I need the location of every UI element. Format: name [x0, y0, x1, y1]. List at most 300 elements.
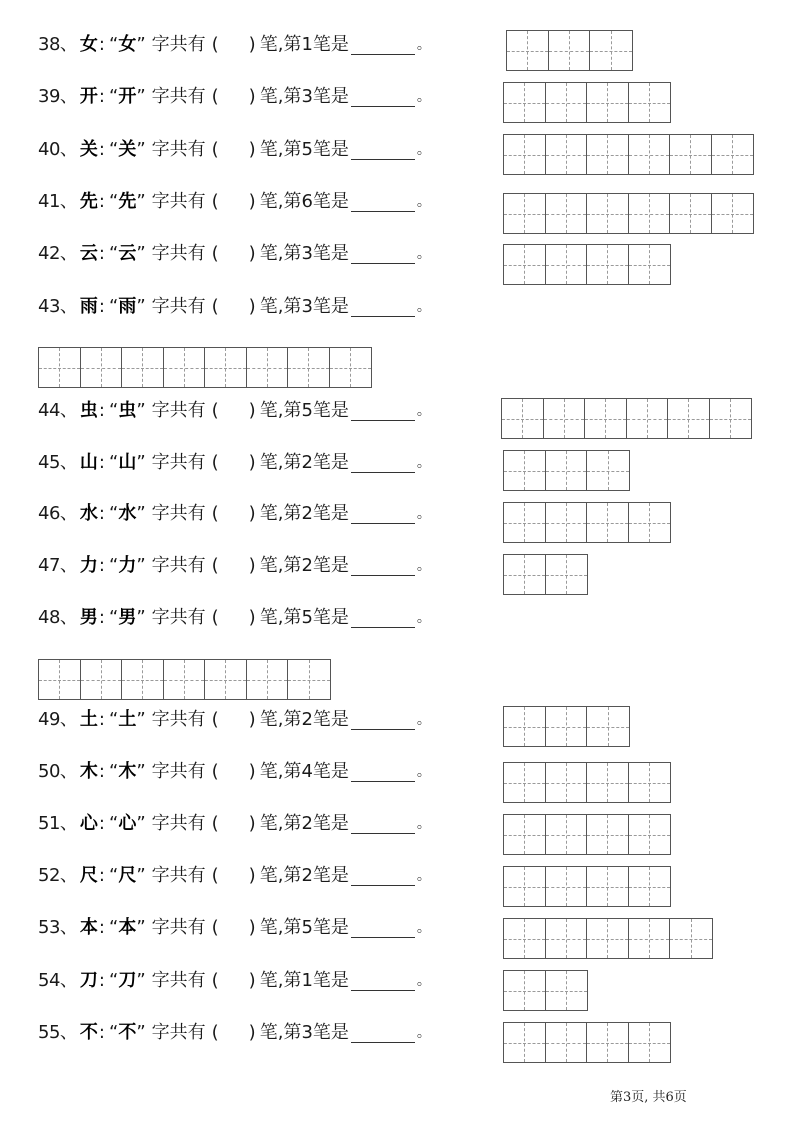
- separator: 、: [59, 452, 78, 473]
- stroke-name-answer-blank[interactable]: [351, 557, 415, 576]
- writing-cell[interactable]: [546, 763, 588, 802]
- total-strokes-label: 字共有: [151, 34, 206, 55]
- writing-cell[interactable]: [504, 867, 546, 906]
- writing-cell[interactable]: [587, 503, 629, 542]
- question-number: 45: [38, 452, 60, 473]
- separator: 、: [59, 555, 78, 576]
- quote-open: “: [108, 296, 119, 317]
- nth-prefix: 第: [283, 139, 302, 160]
- stroke-index: 5: [301, 607, 313, 628]
- writing-cell[interactable]: [587, 919, 629, 958]
- separator: 、: [59, 400, 78, 421]
- writing-cell[interactable]: [670, 194, 712, 233]
- question-row: [38, 189, 431, 215]
- stroke-name-answer-blank[interactable]: [351, 815, 415, 834]
- writing-cell[interactable]: [546, 1023, 588, 1062]
- period: 。: [416, 142, 431, 158]
- target-character: 力: [79, 555, 98, 576]
- period: 。: [416, 868, 431, 884]
- quote-open: “: [108, 761, 119, 782]
- writing-cell[interactable]: [587, 763, 629, 802]
- nth-prefix: 第: [283, 970, 302, 991]
- stroke-index: 3: [301, 86, 313, 107]
- paren-close: ): [248, 970, 256, 991]
- nth-prefix: 第: [283, 34, 302, 55]
- paren-open: (: [211, 34, 219, 55]
- period: 。: [416, 246, 431, 262]
- nth-prefix: 第: [283, 813, 302, 834]
- separator: 、: [59, 1022, 78, 1043]
- stroke-unit: 笔,: [259, 555, 284, 576]
- quote-close: ”: [136, 191, 146, 212]
- question-row: [38, 32, 431, 58]
- stroke-name-answer-blank[interactable]: [351, 454, 415, 473]
- period: 。: [416, 712, 431, 728]
- quote-close: ”: [136, 917, 146, 938]
- question-row: [38, 398, 431, 424]
- nth-suffix: 笔是: [312, 555, 349, 576]
- paren-close: ): [248, 34, 256, 55]
- period: 。: [416, 506, 431, 522]
- tianzige-writing-grid: [506, 30, 633, 71]
- nth-suffix: 笔是: [312, 139, 349, 160]
- writing-cell[interactable]: [668, 399, 710, 438]
- quote-open: “: [108, 917, 119, 938]
- separator: 、: [59, 191, 78, 212]
- colon: :: [98, 191, 105, 212]
- quote-close: ”: [136, 452, 146, 473]
- writing-cell[interactable]: [546, 555, 588, 594]
- quote-close: ”: [136, 555, 146, 576]
- question-row: [38, 707, 431, 733]
- total-strokes-label: 字共有: [151, 400, 206, 421]
- stroke-unit: 笔,: [259, 503, 284, 524]
- writing-cell[interactable]: [122, 348, 164, 387]
- colon: :: [98, 34, 105, 55]
- writing-cell[interactable]: [710, 399, 752, 438]
- stroke-name-answer-blank[interactable]: [351, 141, 415, 160]
- quote-close: ”: [136, 607, 146, 628]
- stroke-unit: 笔,: [259, 452, 284, 473]
- total-strokes-label: 字共有: [151, 813, 206, 834]
- paren-open: (: [211, 243, 219, 264]
- writing-cell[interactable]: [164, 660, 206, 699]
- writing-cell[interactable]: [629, 245, 671, 284]
- nth-suffix: 笔是: [312, 761, 349, 782]
- separator: 、: [59, 86, 78, 107]
- question-number: 47: [38, 555, 60, 576]
- paren-close: ): [248, 452, 256, 473]
- colon: :: [98, 243, 105, 264]
- stroke-index: 1: [301, 34, 313, 55]
- quoted-character: 土: [118, 709, 137, 730]
- total-strokes-label: 字共有: [151, 452, 206, 473]
- stroke-unit: 笔,: [259, 191, 284, 212]
- writing-cell[interactable]: [504, 451, 546, 490]
- separator: 、: [59, 865, 78, 886]
- question-number: 55: [38, 1022, 60, 1043]
- tianzige-writing-grid: [503, 1022, 671, 1063]
- question-number: 46: [38, 503, 60, 524]
- quote-open: “: [108, 607, 119, 628]
- stroke-name-answer-blank[interactable]: [351, 36, 415, 55]
- quoted-character: 山: [118, 452, 137, 473]
- writing-cell[interactable]: [544, 399, 586, 438]
- quote-close: ”: [136, 813, 146, 834]
- total-strokes-label: 字共有: [151, 865, 206, 886]
- writing-cell[interactable]: [504, 763, 546, 802]
- quoted-character: 雨: [118, 296, 137, 317]
- question-row: [38, 759, 431, 785]
- question-number: 48: [38, 607, 60, 628]
- stroke-unit: 笔,: [259, 607, 284, 628]
- paren-close: ): [248, 709, 256, 730]
- question-row: [38, 501, 431, 527]
- colon: :: [98, 503, 105, 524]
- tianzige-writing-grid: [503, 82, 671, 123]
- nth-prefix: 第: [283, 917, 302, 938]
- writing-cell[interactable]: [587, 245, 629, 284]
- question-number: 43: [38, 296, 60, 317]
- paren-close: ): [248, 813, 256, 834]
- quoted-character: 云: [118, 243, 137, 264]
- period: 。: [416, 299, 431, 315]
- stroke-index: 3: [301, 296, 313, 317]
- writing-cell[interactable]: [546, 707, 588, 746]
- quote-open: “: [108, 813, 119, 834]
- tianzige-writing-grid: [503, 918, 713, 959]
- writing-cell[interactable]: [629, 919, 671, 958]
- tianzige-writing-grid: [503, 502, 671, 543]
- writing-cell[interactable]: [629, 1023, 671, 1062]
- target-character: 本: [79, 917, 98, 938]
- paren-open: (: [211, 400, 219, 421]
- question-number: 50: [38, 761, 60, 782]
- writing-cell[interactable]: [164, 348, 206, 387]
- stroke-name-answer-blank[interactable]: [351, 193, 415, 212]
- quote-open: “: [108, 503, 119, 524]
- nth-prefix: 第: [283, 243, 302, 264]
- quote-open: “: [108, 970, 119, 991]
- question-number: 51: [38, 813, 60, 834]
- writing-cell[interactable]: [546, 245, 588, 284]
- nth-suffix: 笔是: [312, 813, 349, 834]
- target-character: 男: [79, 607, 98, 628]
- question-row: [38, 137, 431, 163]
- total-strokes-label: 字共有: [151, 970, 206, 991]
- writing-cell[interactable]: [587, 815, 629, 854]
- tianzige-writing-grid: [38, 347, 372, 388]
- writing-cell[interactable]: [546, 83, 588, 122]
- stroke-name-answer-blank[interactable]: [351, 505, 415, 524]
- writing-cell[interactable]: [587, 194, 629, 233]
- stroke-index: 5: [301, 400, 313, 421]
- nth-prefix: 第: [283, 1022, 302, 1043]
- question-row: [38, 863, 431, 889]
- stroke-index: 2: [301, 865, 313, 886]
- writing-cell[interactable]: [587, 707, 629, 746]
- question-number: 38: [38, 34, 60, 55]
- writing-cell[interactable]: [504, 1023, 546, 1062]
- question-number: 39: [38, 86, 60, 107]
- writing-cell[interactable]: [504, 919, 546, 958]
- question-number: 52: [38, 865, 60, 886]
- quote-close: ”: [136, 86, 146, 107]
- separator: 、: [59, 296, 78, 317]
- quote-open: “: [108, 34, 119, 55]
- stroke-name-answer-blank[interactable]: [351, 609, 415, 628]
- target-character: 刀: [79, 970, 98, 991]
- quote-open: “: [108, 709, 119, 730]
- question-number: 53: [38, 917, 60, 938]
- writing-cell[interactable]: [712, 135, 754, 174]
- writing-cell[interactable]: [629, 135, 671, 174]
- nth-suffix: 笔是: [312, 452, 349, 473]
- writing-cell[interactable]: [502, 399, 544, 438]
- total-strokes-label: 字共有: [151, 761, 206, 782]
- writing-cell[interactable]: [587, 867, 629, 906]
- paren-open: (: [211, 1022, 219, 1043]
- stroke-name-answer-blank[interactable]: [351, 245, 415, 264]
- nth-suffix: 笔是: [312, 400, 349, 421]
- period: 。: [416, 816, 431, 832]
- writing-cell[interactable]: [670, 919, 712, 958]
- tianzige-writing-grid: [501, 398, 752, 439]
- writing-cell[interactable]: [627, 399, 669, 438]
- paren-close: ): [248, 917, 256, 938]
- stroke-name-answer-blank[interactable]: [351, 711, 415, 730]
- separator: 、: [59, 917, 78, 938]
- writing-cell[interactable]: [712, 194, 754, 233]
- writing-cell[interactable]: [546, 194, 588, 233]
- writing-cell[interactable]: [629, 83, 671, 122]
- nth-prefix: 第: [283, 191, 302, 212]
- question-row: [38, 294, 431, 320]
- paren-open: (: [211, 452, 219, 473]
- writing-cell[interactable]: [585, 399, 627, 438]
- paren-close: ): [248, 503, 256, 524]
- stroke-unit: 笔,: [259, 243, 284, 264]
- quote-close: ”: [136, 970, 146, 991]
- writing-cell[interactable]: [546, 451, 588, 490]
- nth-suffix: 笔是: [312, 917, 349, 938]
- stroke-name-answer-blank[interactable]: [351, 919, 415, 938]
- target-character: 开: [79, 86, 98, 107]
- writing-cell[interactable]: [205, 660, 247, 699]
- question-row: [38, 84, 431, 110]
- quote-close: ”: [136, 139, 146, 160]
- writing-cell[interactable]: [670, 135, 712, 174]
- writing-cell[interactable]: [330, 348, 372, 387]
- writing-cell[interactable]: [504, 245, 546, 284]
- quote-close: ”: [136, 865, 146, 886]
- colon: :: [98, 761, 105, 782]
- nth-suffix: 笔是: [312, 865, 349, 886]
- separator: 、: [59, 503, 78, 524]
- writing-cell[interactable]: [629, 503, 671, 542]
- stroke-unit: 笔,: [259, 34, 284, 55]
- writing-cell[interactable]: [504, 194, 546, 233]
- stroke-name-answer-blank[interactable]: [351, 1024, 415, 1043]
- stroke-name-answer-blank[interactable]: [351, 763, 415, 782]
- paren-close: ): [248, 555, 256, 576]
- quote-open: “: [108, 243, 119, 264]
- writing-cell[interactable]: [81, 348, 123, 387]
- writing-cell[interactable]: [504, 503, 546, 542]
- writing-cell[interactable]: [81, 660, 123, 699]
- target-character: 女: [79, 34, 98, 55]
- writing-cell[interactable]: [587, 83, 629, 122]
- writing-cell[interactable]: [504, 815, 546, 854]
- writing-cell[interactable]: [549, 31, 591, 70]
- stroke-name-answer-blank[interactable]: [351, 298, 415, 317]
- period: 。: [416, 89, 431, 105]
- paren-close: ): [248, 865, 256, 886]
- quote-open: “: [108, 191, 119, 212]
- nth-suffix: 笔是: [312, 503, 349, 524]
- tianzige-writing-grid: [38, 659, 331, 700]
- nth-prefix: 第: [283, 296, 302, 317]
- stroke-unit: 笔,: [259, 86, 284, 107]
- tianzige-writing-grid: [503, 866, 671, 907]
- quote-close: ”: [136, 243, 146, 264]
- stroke-name-answer-blank[interactable]: [351, 402, 415, 421]
- writing-cell[interactable]: [504, 555, 546, 594]
- writing-cell[interactable]: [39, 660, 81, 699]
- target-character: 虫: [79, 400, 98, 421]
- nth-suffix: 笔是: [312, 191, 349, 212]
- nth-suffix: 笔是: [312, 86, 349, 107]
- writing-cell[interactable]: [587, 1023, 629, 1062]
- quoted-character: 水: [118, 503, 137, 524]
- writing-cell[interactable]: [247, 348, 289, 387]
- period: 。: [416, 403, 431, 419]
- period: 。: [416, 455, 431, 471]
- separator: 、: [59, 709, 78, 730]
- stroke-name-answer-blank[interactable]: [351, 88, 415, 107]
- writing-cell[interactable]: [546, 503, 588, 542]
- total-strokes-label: 字共有: [151, 191, 206, 212]
- writing-cell[interactable]: [590, 31, 632, 70]
- stroke-index: 5: [301, 917, 313, 938]
- nth-prefix: 第: [283, 400, 302, 421]
- paren-close: ): [248, 191, 256, 212]
- writing-cell[interactable]: [587, 451, 629, 490]
- quoted-character: 力: [118, 555, 137, 576]
- period: 。: [416, 610, 431, 626]
- separator: 、: [59, 813, 78, 834]
- tianzige-writing-grid: [503, 193, 754, 234]
- writing-cell[interactable]: [504, 83, 546, 122]
- separator: 、: [59, 34, 78, 55]
- tianzige-writing-grid: [503, 244, 671, 285]
- stroke-index: 3: [301, 1022, 313, 1043]
- total-strokes-label: 字共有: [151, 139, 206, 160]
- writing-cell[interactable]: [122, 660, 164, 699]
- paren-open: (: [211, 709, 219, 730]
- nth-prefix: 第: [283, 452, 302, 473]
- colon: :: [98, 139, 105, 160]
- writing-cell[interactable]: [629, 867, 671, 906]
- quote-open: “: [108, 865, 119, 886]
- target-character: 尺: [79, 865, 98, 886]
- total-strokes-label: 字共有: [151, 709, 206, 730]
- paren-close: ): [248, 139, 256, 160]
- total-strokes-label: 字共有: [151, 917, 206, 938]
- writing-cell[interactable]: [629, 815, 671, 854]
- quoted-character: 关: [118, 139, 137, 160]
- writing-cell[interactable]: [546, 815, 588, 854]
- stroke-unit: 笔,: [259, 865, 284, 886]
- writing-cell[interactable]: [629, 763, 671, 802]
- nth-prefix: 第: [283, 503, 302, 524]
- quote-open: “: [108, 452, 119, 473]
- writing-cell[interactable]: [504, 707, 546, 746]
- tianzige-writing-grid: [503, 134, 754, 175]
- tianzige-writing-grid: [503, 814, 671, 855]
- stroke-index: 2: [301, 813, 313, 834]
- stroke-index: 2: [301, 452, 313, 473]
- target-character: 木: [79, 761, 98, 782]
- writing-cell[interactable]: [546, 135, 588, 174]
- quote-close: ”: [136, 709, 146, 730]
- quote-open: “: [108, 555, 119, 576]
- writing-cell[interactable]: [288, 660, 330, 699]
- writing-cell[interactable]: [587, 135, 629, 174]
- writing-cell[interactable]: [288, 348, 330, 387]
- period: 。: [416, 1025, 431, 1041]
- stroke-name-answer-blank[interactable]: [351, 867, 415, 886]
- stroke-name-answer-blank[interactable]: [351, 972, 415, 991]
- question-row: [38, 1020, 431, 1046]
- period: 。: [416, 558, 431, 574]
- period: 。: [416, 37, 431, 53]
- paren-close: ): [248, 607, 256, 628]
- paren-close: ): [248, 400, 256, 421]
- stroke-unit: 笔,: [259, 1022, 284, 1043]
- nth-prefix: 第: [283, 865, 302, 886]
- writing-cell[interactable]: [247, 660, 289, 699]
- writing-cell[interactable]: [507, 31, 549, 70]
- question-number: 41: [38, 191, 60, 212]
- writing-cell[interactable]: [546, 919, 588, 958]
- writing-cell[interactable]: [504, 135, 546, 174]
- target-character: 不: [79, 1022, 98, 1043]
- separator: 、: [59, 761, 78, 782]
- nth-suffix: 笔是: [312, 709, 349, 730]
- tianzige-writing-grid: [503, 554, 588, 595]
- quote-open: “: [108, 400, 119, 421]
- quote-close: ”: [136, 296, 146, 317]
- nth-suffix: 笔是: [312, 34, 349, 55]
- stroke-unit: 笔,: [259, 296, 284, 317]
- writing-cell[interactable]: [205, 348, 247, 387]
- stroke-index: 1: [301, 970, 313, 991]
- quote-open: “: [108, 139, 119, 160]
- writing-cell[interactable]: [39, 348, 81, 387]
- question-row: [38, 605, 431, 631]
- nth-prefix: 第: [283, 761, 302, 782]
- period: 。: [416, 920, 431, 936]
- writing-cell[interactable]: [629, 194, 671, 233]
- paren-open: (: [211, 503, 219, 524]
- target-character: 水: [79, 503, 98, 524]
- writing-cell[interactable]: [546, 971, 588, 1010]
- paren-open: (: [211, 761, 219, 782]
- writing-cell[interactable]: [504, 971, 546, 1010]
- writing-cell[interactable]: [546, 867, 588, 906]
- paren-open: (: [211, 917, 219, 938]
